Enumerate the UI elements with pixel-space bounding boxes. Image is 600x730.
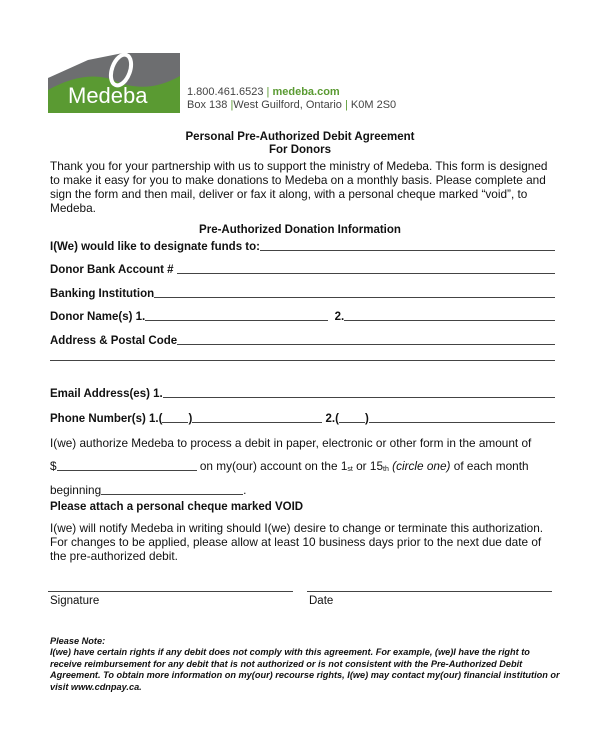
label: Banking Institution — [50, 288, 155, 300]
label: Phone Number(s) 1.( — [50, 413, 163, 425]
input-line[interactable] — [177, 344, 555, 345]
area-code-line[interactable] — [162, 422, 188, 423]
area-code-line[interactable] — [339, 422, 365, 423]
date-label: Date — [309, 595, 334, 607]
label: 2. — [334, 311, 345, 323]
text: . — [243, 483, 247, 497]
intro-text: Thank you for your partnership with us to support the ministry of Medeba. This form is designed to make it easy for you to make donations to Medeba on a monthly basis. Please complete and sign the form and then mail, deliver or fax it along, with a personal cheque marked “void”, to Medeba. — [50, 159, 548, 215]
amount-row — [50, 459, 555, 473]
input-line[interactable] — [344, 320, 555, 321]
website-link[interactable]: medeba.com — [272, 86, 340, 98]
input-line[interactable] — [154, 297, 555, 298]
amount-line[interactable] — [57, 470, 197, 471]
label: I(We) would like to designate funds to: — [50, 241, 260, 253]
bank-account-field[interactable] — [50, 264, 555, 276]
signature-line[interactable] — [48, 591, 293, 592]
designate-field[interactable] — [50, 241, 555, 253]
label: Donor Name(s) 1. — [50, 311, 146, 323]
text: (circle one) — [392, 459, 451, 473]
postal: K0M 2S0 — [350, 99, 397, 111]
medeba-logo — [48, 48, 180, 113]
phone-field[interactable] — [50, 413, 555, 425]
input-line[interactable] — [192, 422, 322, 423]
note-title: Please Note: — [50, 636, 106, 646]
input-line[interactable] — [145, 320, 328, 321]
date-line[interactable] — [307, 591, 552, 592]
beginning-line[interactable] — [101, 494, 243, 495]
text: on my(our) account on the 1 — [199, 459, 348, 473]
note-text: I(we) have certain rights if any debit does not comply with this agreement. For example, (we)I have the right to receive reimbursement for any debit that is not authorized or is not consistent with the Pre-Authorized Debit Agreement. To obtain more information on my(our) recourse rights, I(we) may contact my(our) financial institution or visit www.cdnpay.ca. — [50, 647, 560, 692]
signature-label: Signature — [50, 595, 100, 607]
authorize-text: I(we) authorize Medeba to process a debit in paper, electronic or other form in the amount of — [50, 436, 532, 450]
sup: th — [383, 466, 389, 473]
text: of each month — [453, 459, 529, 473]
sup: st — [347, 466, 353, 473]
section-title: Pre-Authorized Donation Information — [199, 224, 401, 236]
notify-text: I(we) will notify Medeba in writing should I(we) desire to change or terminate this authorization. For changes to be applied, please allow at least 10 business days prior to the next due date of the pre-authorized debit. — [50, 521, 544, 563]
beginning-row — [50, 483, 246, 497]
input-line[interactable] — [369, 422, 555, 423]
input-line[interactable] — [163, 397, 555, 398]
logo-text: Medeba — [68, 83, 148, 108]
email-field[interactable] — [50, 388, 555, 400]
dollar: $ — [50, 459, 57, 473]
sep: | — [266, 86, 270, 98]
text: beginning — [50, 483, 102, 497]
form-title: Personal Pre-Authorized Debit Agreement — [185, 131, 415, 143]
sep: | — [344, 99, 348, 111]
text: or 15 — [356, 459, 384, 473]
address-field[interactable] — [50, 335, 555, 347]
institution-field[interactable] — [50, 288, 555, 300]
label: 2.( — [325, 413, 339, 425]
label: ) — [188, 413, 193, 425]
label: ) — [364, 413, 369, 425]
input-line[interactable] — [177, 273, 555, 274]
contact-line-1 — [187, 86, 340, 98]
input-line[interactable] — [50, 360, 555, 361]
city: West Guilford, Ontario — [233, 99, 342, 111]
phone: 1.800.461.6523 — [187, 86, 264, 98]
input-line[interactable] — [260, 250, 555, 251]
address-line-2[interactable] — [50, 360, 555, 363]
sep: | — [230, 99, 234, 111]
donor-names-field[interactable] — [50, 311, 555, 323]
label: Address & Postal Code — [50, 335, 178, 347]
form-subtitle: For Donors — [269, 144, 331, 156]
contact-line-2 — [187, 99, 396, 111]
label: Email Address(es) 1. — [50, 388, 163, 400]
address: Box 138 — [187, 99, 228, 111]
label: Donor Bank Account # — [50, 264, 174, 276]
attach-cheque-note: Please attach a personal cheque marked VOID — [50, 501, 304, 513]
